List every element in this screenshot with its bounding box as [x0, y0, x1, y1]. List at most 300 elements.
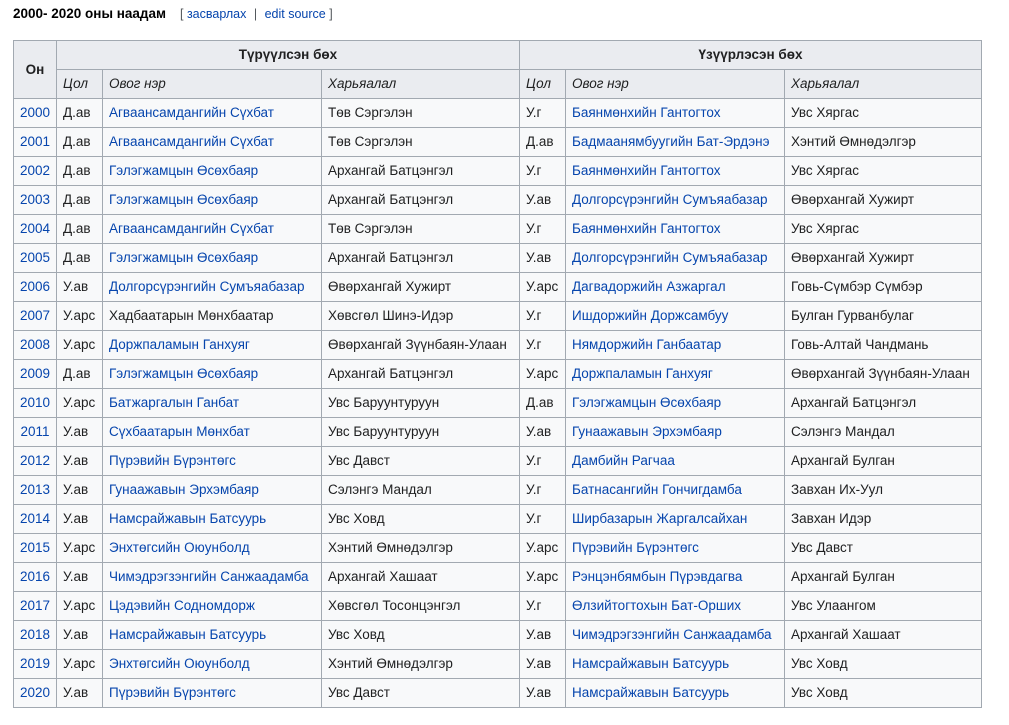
cell-r-place: [785, 360, 982, 389]
cell-w-place: [322, 331, 520, 360]
cell-r-place: [785, 592, 982, 621]
cell-r-name: [566, 650, 785, 679]
cell-r-rank: [520, 650, 566, 679]
winner-name-link[interactable]: Гунаажавын Эрхэмбаяр: [109, 482, 259, 497]
cell-r-place: [785, 244, 982, 273]
winner-affiliation: Архангай Батцэнгэл: [328, 366, 454, 381]
runner-name-link[interactable]: Нямдоржийн Ганбаатар: [572, 337, 722, 352]
cell-w-place: [322, 273, 520, 302]
winner-name-link[interactable]: Агваансамдангийн Сүхбат: [109, 105, 274, 120]
cell-w-rank: [57, 215, 103, 244]
cell-w-place: [322, 215, 520, 244]
edit-section-links: [180, 7, 333, 21]
cell-w-rank: [57, 563, 103, 592]
cell-w-name: [103, 592, 322, 621]
runner-name-link[interactable]: Бадмаанямбуугийн Бат-Эрдэнэ: [572, 134, 770, 149]
cell-r-name: [566, 476, 785, 505]
cell-w-name: [103, 302, 322, 331]
winner-affiliation: Хэнтий Өмнөдэлгэр: [328, 540, 453, 555]
winner-affiliation: Өвөрхангай Хужирт: [328, 279, 452, 294]
runner-name-link[interactable]: Батнасангийн Гончигдамба: [572, 482, 742, 497]
winner-name-link[interactable]: Пүрэвийн Бүрэнтөгс: [109, 685, 236, 700]
runner-rank: У.ав: [526, 685, 552, 700]
cell-r-name: [566, 244, 785, 273]
cell-year: [14, 331, 57, 360]
cell-year: [14, 476, 57, 505]
runner-affiliation: Хэнтий Өмнөдэлгэр: [791, 134, 916, 149]
table-row: [14, 447, 982, 476]
year-link[interactable]: 2017: [19, 598, 51, 613]
cell-r-name: [566, 215, 785, 244]
winner-rank: У.ав: [63, 482, 89, 497]
naadam-results-table: [13, 40, 982, 708]
header-winner-name: Овог нэр: [103, 70, 322, 99]
table-row: [14, 418, 982, 447]
table-row: [14, 360, 982, 389]
table-row: [14, 331, 982, 360]
header-runner-group: Үзүүрлэсэн бөх: [520, 41, 982, 70]
cell-r-place: [785, 418, 982, 447]
cell-year: [14, 534, 57, 563]
cell-r-rank: [520, 592, 566, 621]
cell-w-rank: [57, 128, 103, 157]
runner-affiliation: Завхан Их-Уул: [791, 482, 884, 497]
runner-affiliation: Өвөрхангай Хужирт: [791, 192, 915, 207]
runner-name-link[interactable]: Долгорсүрэнгийн Сумъяабазар: [572, 192, 768, 207]
cell-r-rank: [520, 679, 566, 708]
header-winner-group: Түрүүлсэн бөх: [57, 41, 520, 70]
runner-rank: У.ав: [526, 424, 552, 439]
cell-year: [14, 273, 57, 302]
year-link[interactable]: 2001: [19, 134, 51, 149]
cell-w-name: [103, 360, 322, 389]
table-row: [14, 302, 982, 331]
cell-r-place: [785, 505, 982, 534]
runner-name-link[interactable]: Долгорсүрэнгийн Сумъяабазар: [572, 250, 768, 265]
winner-name-link[interactable]: Намсрайжавын Батсуурь: [109, 511, 267, 526]
winner-name-link[interactable]: Гэлэгжамцын Өсөхбаяр: [109, 366, 259, 381]
cell-r-rank: [520, 99, 566, 128]
runner-affiliation: Говь-Алтай Чандмань: [791, 337, 929, 352]
runner-name-link[interactable]: Ширбазарын Жаргалсайхан: [572, 511, 748, 526]
runner-rank: У.г: [526, 105, 542, 120]
cell-w-rank: [57, 99, 103, 128]
cell-year: [14, 128, 57, 157]
runner-name-link[interactable]: Дагвадоржийн Азжаргал: [572, 279, 726, 294]
header-year: Он: [14, 41, 57, 99]
year-link[interactable]: 2013: [19, 482, 51, 497]
year-link[interactable]: 2005: [19, 250, 51, 265]
cell-year: [14, 99, 57, 128]
winner-rank: У.ав: [63, 627, 89, 642]
cell-w-rank: [57, 186, 103, 215]
winner-name-link[interactable]: Гэлэгжамцын Өсөхбаяр: [109, 250, 259, 265]
cell-w-rank: [57, 505, 103, 534]
header-runner-affiliation: Харьяалал: [785, 70, 982, 99]
year-link[interactable]: 2008: [19, 337, 51, 352]
winner-affiliation: Төв Сэргэлэн: [328, 105, 413, 120]
cell-w-rank: [57, 679, 103, 708]
winner-rank: У.ав: [63, 569, 89, 584]
cell-r-rank: [520, 273, 566, 302]
cell-r-name: [566, 505, 785, 534]
year-link[interactable]: 2006: [19, 279, 51, 294]
winner-rank: У.арс: [63, 337, 96, 352]
winner-rank: У.ав: [63, 511, 89, 526]
winner-name-link[interactable]: Энхтөгсийн Оюунболд: [109, 656, 250, 671]
winner-rank: Д.ав: [63, 163, 91, 178]
winner-name: Хадбаатарын Мөнхбаатар: [109, 308, 274, 323]
year-link[interactable]: 2003: [19, 192, 51, 207]
winner-affiliation: Өвөрхангай Зүүнбаян-Улаан: [328, 337, 507, 352]
runner-name-link[interactable]: Ишдоржийн Доржсамбуу: [572, 308, 729, 323]
winner-name-link[interactable]: Намсрайжавын Батсуурь: [109, 627, 267, 642]
runner-rank: У.арс: [526, 540, 559, 555]
table-row: [14, 534, 982, 563]
cell-r-place: [785, 650, 982, 679]
cell-r-rank: [520, 331, 566, 360]
cell-w-name: [103, 128, 322, 157]
cell-r-place: [785, 679, 982, 708]
cell-year: [14, 389, 57, 418]
cell-r-name: [566, 592, 785, 621]
cell-r-place: [785, 331, 982, 360]
cell-r-rank: [520, 621, 566, 650]
table-row: [14, 128, 982, 157]
winner-name-link[interactable]: Долгорсүрэнгийн Сумъяабазар: [109, 279, 305, 294]
cell-year: [14, 592, 57, 621]
cell-w-place: [322, 592, 520, 621]
winner-name-link[interactable]: Сүхбаатарын Мөнхбат: [109, 424, 250, 439]
cell-w-name: [103, 505, 322, 534]
year-link[interactable]: 2011: [20, 424, 50, 439]
cell-r-place: [785, 447, 982, 476]
cell-r-name: [566, 186, 785, 215]
header-runner-rank: Цол: [520, 70, 566, 99]
table-row: [14, 273, 982, 302]
runner-name-link[interactable]: Намсрайжавын Батсуурь: [572, 685, 730, 700]
cell-r-place: [785, 157, 982, 186]
edit-bracket-close: ]: [329, 7, 333, 21]
cell-r-rank: [520, 186, 566, 215]
winner-rank: У.арс: [63, 395, 96, 410]
cell-w-place: [322, 244, 520, 273]
winner-rank: Д.ав: [63, 221, 91, 236]
table-row: [14, 563, 982, 592]
cell-r-place: [785, 186, 982, 215]
winner-name-link[interactable]: Батжаргалын Ганбат: [109, 395, 240, 410]
cell-r-place: [785, 302, 982, 331]
winner-affiliation: Увс Баруунтуруун: [328, 395, 440, 410]
cell-w-place: [322, 534, 520, 563]
runner-rank: У.ав: [526, 192, 552, 207]
runner-affiliation: Увс Ховд: [791, 685, 848, 700]
runner-rank: У.г: [526, 598, 542, 613]
winner-rank: У.ав: [63, 424, 89, 439]
cell-w-name: [103, 621, 322, 650]
cell-w-name: [103, 99, 322, 128]
winner-rank: Д.ав: [63, 366, 91, 381]
cell-r-rank: [520, 447, 566, 476]
table-row: [14, 389, 982, 418]
cell-r-name: [566, 302, 785, 331]
winner-affiliation: Хөвсгөл Шинэ-Идэр: [328, 308, 454, 323]
winner-rank: Д.ав: [63, 134, 91, 149]
table-row: [14, 592, 982, 621]
cell-w-place: [322, 476, 520, 505]
cell-w-place: [322, 563, 520, 592]
winner-rank: У.арс: [63, 308, 96, 323]
year-link[interactable]: 2015: [19, 540, 51, 555]
runner-affiliation: Өвөрхангай Хужирт: [791, 250, 915, 265]
edit-source-link[interactable]: засварлах: [186, 7, 247, 21]
year-link[interactable]: 2009: [19, 366, 51, 381]
cell-year: [14, 302, 57, 331]
winner-rank: У.арс: [63, 540, 96, 555]
runner-affiliation: Увс Хяргас: [791, 105, 860, 120]
cell-r-rank: [520, 505, 566, 534]
cell-w-place: [322, 186, 520, 215]
cell-w-name: [103, 476, 322, 505]
runner-name-link[interactable]: Чимэдрэгзэнгийн Санжаадамба: [572, 627, 772, 642]
runner-affiliation: Увс Давст: [791, 540, 853, 555]
table-row: [14, 621, 982, 650]
winner-rank: У.ав: [63, 685, 89, 700]
cell-w-place: [322, 302, 520, 331]
cell-r-rank: [520, 476, 566, 505]
cell-r-rank: [520, 215, 566, 244]
runner-affiliation: Архангай Булган: [791, 453, 895, 468]
runner-affiliation: Булган Гурванбулаг: [791, 308, 914, 323]
runner-rank: У.арс: [526, 569, 559, 584]
runner-affiliation: Увс Хяргас: [791, 163, 860, 178]
winner-name-link[interactable]: Гэлэгжамцын Өсөхбаяр: [109, 192, 259, 207]
table-row: [14, 215, 982, 244]
runner-rank: У.арс: [526, 279, 559, 294]
winner-affiliation: Увс Ховд: [328, 627, 385, 642]
cell-year: [14, 505, 57, 534]
year-link[interactable]: 2007: [19, 308, 51, 323]
header-runner-name: Овог нэр: [566, 70, 785, 99]
winner-affiliation: Архангай Хашаат: [328, 569, 438, 584]
cell-r-name: [566, 331, 785, 360]
winner-name-link[interactable]: Энхтөгсийн Оюунболд: [109, 540, 250, 555]
runner-rank: У.г: [526, 221, 542, 236]
cell-year: [14, 418, 57, 447]
table-body: [14, 99, 982, 708]
cell-r-name: [566, 157, 785, 186]
cell-w-rank: [57, 592, 103, 621]
cell-r-name: [566, 99, 785, 128]
winner-name-link[interactable]: Агваансамдангийн Сүхбат: [109, 134, 274, 149]
runner-name-link[interactable]: Баянмөнхийн Гантогтох: [572, 221, 721, 236]
cell-r-place: [785, 476, 982, 505]
winner-name-link[interactable]: Чимэдрэгзэнгийн Санжаадамба: [109, 569, 309, 584]
cell-r-place: [785, 215, 982, 244]
cell-w-name: [103, 215, 322, 244]
runner-affiliation: Сэлэнгэ Мандал: [791, 424, 895, 439]
runner-rank: У.ав: [526, 250, 552, 265]
cell-w-rank: [57, 447, 103, 476]
winner-name-link[interactable]: Агваансамдангийн Сүхбат: [109, 221, 274, 236]
winner-name-link[interactable]: Пүрэвийн Бүрэнтөгс: [109, 453, 236, 468]
runner-rank: У.арс: [526, 366, 559, 381]
cell-w-place: [322, 505, 520, 534]
runner-name-link[interactable]: Өлзийтогтохын Бат-Орших: [572, 598, 742, 613]
cell-w-place: [322, 447, 520, 476]
winner-rank: Д.ав: [63, 250, 91, 265]
cell-r-rank: [520, 128, 566, 157]
cell-r-place: [785, 389, 982, 418]
runner-rank: Д.ав: [526, 134, 554, 149]
cell-w-rank: [57, 621, 103, 650]
year-link[interactable]: 2004: [19, 221, 51, 236]
runner-rank: У.г: [526, 337, 542, 352]
cell-w-name: [103, 273, 322, 302]
winner-rank: У.арс: [63, 656, 96, 671]
runner-affiliation: Завхан Идэр: [791, 511, 872, 526]
year-link[interactable]: 2016: [19, 569, 51, 584]
cell-w-place: [322, 679, 520, 708]
cell-r-name: [566, 273, 785, 302]
winner-affiliation: Төв Сэргэлэн: [328, 221, 413, 236]
cell-r-name: [566, 360, 785, 389]
runner-name-link[interactable]: Баянмөнхийн Гантогтох: [572, 105, 721, 120]
cell-r-name: [566, 389, 785, 418]
cell-w-rank: [57, 534, 103, 563]
cell-r-rank: [520, 534, 566, 563]
runner-rank: У.г: [526, 453, 542, 468]
cell-w-rank: [57, 360, 103, 389]
cell-w-name: [103, 534, 322, 563]
winner-name-link[interactable]: Гэлэгжамцын Өсөхбаяр: [109, 163, 259, 178]
runner-affiliation: Увс Ховд: [791, 656, 848, 671]
cell-w-place: [322, 418, 520, 447]
cell-w-place: [322, 650, 520, 679]
cell-r-rank: [520, 418, 566, 447]
cell-w-name: [103, 389, 322, 418]
runner-name-link[interactable]: Дамбийн Рагчаа: [572, 453, 675, 468]
winner-affiliation: Хэнтий Өмнөдэлгэр: [328, 656, 453, 671]
cell-w-name: [103, 679, 322, 708]
winner-rank: Д.ав: [63, 105, 91, 120]
runner-affiliation: Архангай Батцэнгэл: [791, 395, 917, 410]
runner-rank: У.г: [526, 163, 542, 178]
header-winner-rank: Цол: [57, 70, 103, 99]
cell-w-rank: [57, 476, 103, 505]
cell-r-place: [785, 273, 982, 302]
year-link[interactable]: 2014: [19, 511, 51, 526]
section-title: 2000- 2020 оны наадам: [13, 6, 166, 21]
year-link[interactable]: 2010: [19, 395, 51, 410]
winner-affiliation: Сэлэнгэ Мандал: [328, 482, 432, 497]
year-link[interactable]: 2002: [19, 163, 51, 178]
section-heading-row: [13, 6, 333, 21]
year-link[interactable]: 2012: [19, 453, 51, 468]
cell-w-place: [322, 360, 520, 389]
runner-name-link[interactable]: Гэлэгжамцын Өсөхбаяр: [572, 395, 722, 410]
cell-year: [14, 186, 57, 215]
cell-w-rank: [57, 273, 103, 302]
cell-w-rank: [57, 244, 103, 273]
runner-rank: У.ав: [526, 656, 552, 671]
runner-name-link[interactable]: Рэнцэнбямбын Пүрэвдагва: [572, 569, 743, 584]
winner-affiliation: Хөвсгөл Тосонцэнгэл: [328, 598, 461, 613]
runner-rank: У.ав: [526, 627, 552, 642]
cell-r-rank: [520, 389, 566, 418]
cell-r-rank: [520, 360, 566, 389]
cell-w-name: [103, 650, 322, 679]
cell-r-rank: [520, 244, 566, 273]
year-link[interactable]: 2000: [19, 105, 51, 120]
year-link[interactable]: 2020: [19, 685, 51, 700]
cell-w-name: [103, 244, 322, 273]
cell-w-name: [103, 563, 322, 592]
cell-w-name: [103, 447, 322, 476]
winner-name-link[interactable]: Доржпаламын Ганхуяг: [109, 337, 250, 352]
cell-year: [14, 650, 57, 679]
winner-affiliation: Төв Сэргэлэн: [328, 134, 413, 149]
cell-r-name: [566, 447, 785, 476]
winner-affiliation: Архангай Батцэнгэл: [328, 163, 454, 178]
runner-rank: У.г: [526, 511, 542, 526]
cell-w-rank: [57, 302, 103, 331]
cell-year: [14, 679, 57, 708]
winner-rank: У.арс: [63, 598, 96, 613]
cell-r-place: [785, 534, 982, 563]
runner-rank: У.г: [526, 308, 542, 323]
cell-year: [14, 244, 57, 273]
cell-w-rank: [57, 157, 103, 186]
cell-year: [14, 215, 57, 244]
edit-bracket-open: [: [179, 7, 184, 21]
table-row: [14, 186, 982, 215]
winner-affiliation: Увс Давст: [328, 453, 390, 468]
table-row: [14, 679, 982, 708]
cell-year: [14, 563, 57, 592]
table-row: [14, 244, 982, 273]
edit-separator: |: [253, 7, 258, 21]
cell-r-place: [785, 99, 982, 128]
runner-name-link[interactable]: Доржпаламын Ганхуяг: [572, 366, 713, 381]
cell-w-place: [322, 99, 520, 128]
winner-name-link[interactable]: Цэдэвийн Содномдорж: [109, 598, 255, 613]
runner-affiliation: Архангай Хашаат: [791, 627, 901, 642]
year-link[interactable]: 2019: [19, 656, 51, 671]
header-winner-affiliation: Харьяалал: [322, 70, 520, 99]
cell-w-rank: [57, 389, 103, 418]
runner-name-link[interactable]: Намсрайжавын Батсуурь: [572, 656, 730, 671]
cell-r-place: [785, 563, 982, 592]
cell-r-name: [566, 534, 785, 563]
cell-w-name: [103, 157, 322, 186]
cell-w-name: [103, 418, 322, 447]
runner-affiliation: Архангай Булган: [791, 569, 895, 584]
cell-r-rank: [520, 157, 566, 186]
runner-name-link[interactable]: Пүрэвийн Бүрэнтөгс: [572, 540, 699, 555]
runner-name-link[interactable]: Баянмөнхийн Гантогтох: [572, 163, 721, 178]
winner-affiliation: Архангай Батцэнгэл: [328, 192, 454, 207]
runner-rank: Д.ав: [526, 395, 554, 410]
cell-r-rank: [520, 563, 566, 592]
table-row: [14, 650, 982, 679]
runner-name-link[interactable]: Гунаажавын Эрхэмбаяр: [572, 424, 722, 439]
runner-affiliation: Өвөрхангай Зүүнбаян-Улаан: [791, 366, 970, 381]
winner-rank: У.ав: [63, 453, 89, 468]
edit-link[interactable]: edit source: [264, 7, 326, 21]
cell-w-place: [322, 389, 520, 418]
year-link[interactable]: 2018: [19, 627, 51, 642]
